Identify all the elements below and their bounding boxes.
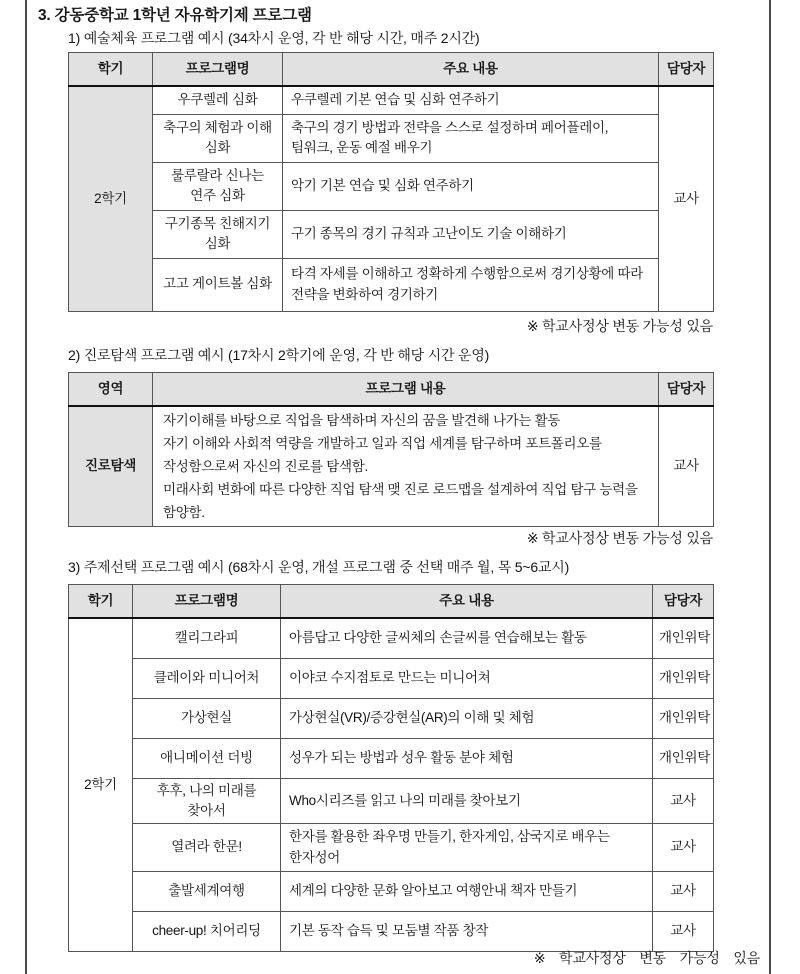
program-content-cell: 축구의 경기 방법과 전략을 스스로 설정하며 페어플레이, 팀워크, 운동 예절 배우기 — [283, 114, 659, 162]
semester-merged-cell: 2학기 — [69, 618, 133, 952]
program-name-cell: 캘리그라피 — [133, 618, 281, 658]
career-content-line: 미래사회 변화에 따른 다양한 직업 탐색 맺 진로 로드맵을 설계하여 직업 탐구 능력을 함양함. — [163, 482, 638, 520]
program-content-cell: 성우가 되는 방법과 성우 활동 분야 체험 — [281, 738, 653, 778]
program-name-cell: 열려라 한문! — [133, 824, 281, 872]
staff-cell: 개인위탁 — [653, 618, 714, 658]
program-name-cell: 후후, 나의 미래를 찾아서 — [133, 778, 281, 824]
program-content-cell: 악기 기본 연습 및 심화 연주하기 — [283, 162, 659, 210]
staff-cell: 개인위탁 — [653, 658, 714, 698]
staff-cell: 교사 — [659, 406, 714, 527]
change-possibility-note-2: ※ 학교사정상 변동 가능성 있음 — [526, 530, 713, 546]
program-name-cell: 축구의 체험과 이해 심화 — [153, 114, 283, 162]
table1-header-row — [69, 53, 714, 87]
program-content-cell: 아름답고 다양한 글씨체의 손글씨를 연습해보는 활동 — [281, 618, 653, 658]
program-content-cell: 기본 동작 습득 및 모둠별 작품 창작 — [281, 912, 653, 952]
table-row — [69, 698, 714, 738]
staff-cell: 교사 — [653, 872, 714, 912]
table-row — [69, 738, 714, 778]
career-exploration-table — [68, 372, 714, 527]
career-content-line: 자기이해를 바탕으로 직업을 탐색하며 자신의 꿈을 발견해 나가는 활동 — [163, 413, 561, 428]
program-content-cell: 구기 종목의 경기 규칙과 고난이도 기술 이해하기 — [283, 210, 659, 258]
program-name-cell: cheer-up! 치어리딩 — [133, 912, 281, 952]
table-row — [69, 258, 714, 311]
staff-cell: 개인위탁 — [653, 698, 714, 738]
program-content-cell: 이야코 수지점토로 만드는 미니어쳐 — [281, 658, 653, 698]
col-header-staff: 담당자 — [653, 585, 714, 619]
program-content-cell: 우쿠렐레 기본 연습 및 심화 연주하기 — [283, 86, 659, 114]
theme-selection-table — [68, 584, 714, 952]
col-header-semester: 학기 — [69, 53, 153, 87]
col-header-main-content: 주요 내용 — [281, 585, 653, 619]
art-pe-program-table — [68, 52, 714, 312]
col-header-staff: 담당자 — [659, 53, 714, 87]
semester-merged-cell: 2학기 — [69, 86, 153, 311]
page-scan-border-left — [25, 0, 27, 974]
program-name-cell: 가상현실 — [133, 698, 281, 738]
career-content-line: 자기 이해와 사회적 역량을 개발하고 일과 직업 세계를 탐구하며 포트폴리오를 작성함으로써 자신의 진로를 탐색함. — [163, 436, 602, 474]
change-possibility-note-1: ※ 학교사정상 변동 가능성 있음 — [526, 318, 713, 334]
program-name-cell: 우쿠렐레 심화 — [153, 86, 283, 114]
col-header-area: 영역 — [69, 373, 153, 407]
staff-cell: 개인위탁 — [653, 738, 714, 778]
section1-heading: 1) 예술체육 프로그램 예시 (34차시 운영, 각 반 해당 시간, 매주 2시간) — [68, 30, 480, 46]
area-cell: 진로탐색 — [69, 406, 153, 527]
col-header-main-content: 주요 내용 — [283, 53, 659, 87]
program-name-cell: 룰루랄라 신나는 연주 심화 — [153, 162, 283, 210]
program-content-cell: 세계의 다양한 문화 알아보고 여행안내 책자 만들기 — [281, 872, 653, 912]
table-row — [69, 210, 714, 258]
table-row — [69, 778, 714, 824]
table-row — [69, 162, 714, 210]
col-header-staff: 담당자 — [659, 373, 714, 407]
change-possibility-note-3: ※ 학교사정상 변동 가능성 있음 — [533, 950, 760, 966]
table-row — [69, 658, 714, 698]
program-name-cell: 출발세계여행 — [133, 872, 281, 912]
col-header-program-content: 프로그램 내용 — [153, 373, 659, 407]
table2-header-row — [69, 373, 714, 407]
col-header-program-name: 프로그램명 — [153, 53, 283, 87]
section2-heading: 2) 진로탐색 프로그램 예시 (17차시 2학기에 운영, 각 반 해당 시간 운영) — [68, 347, 490, 363]
staff-merged-cell: 교사 — [659, 86, 714, 311]
table-row — [69, 872, 714, 912]
career-content-cell — [153, 406, 659, 527]
program-name-cell: 클레이와 미니어처 — [133, 658, 281, 698]
program-content-cell: 한자를 활용한 좌우명 만들기, 한자게임, 삼국지로 배우는 한자성어 — [281, 824, 653, 872]
staff-cell: 교사 — [653, 778, 714, 824]
table-row — [69, 114, 714, 162]
program-name-cell: 애니메이션 더빙 — [133, 738, 281, 778]
table-row — [69, 912, 714, 952]
table3-header-row — [69, 585, 714, 619]
table-row — [69, 406, 714, 527]
col-header-program-name: 프로그램명 — [133, 585, 281, 619]
page-scan-border-right — [769, 0, 771, 974]
program-content-cell: 가상현실(VR)/증강현실(AR)의 이해 및 체험 — [281, 698, 653, 738]
col-header-semester: 학기 — [69, 585, 133, 619]
table-row — [69, 86, 714, 114]
section3-heading: 3) 주제선택 프로그램 예시 (68차시 운영, 개설 프로그램 중 선택 매주 월, 목 5~6교시) — [68, 559, 570, 575]
staff-cell: 교사 — [653, 912, 714, 952]
staff-cell: 교사 — [653, 824, 714, 872]
table-row — [69, 618, 714, 658]
program-content-cell: 타격 자세를 이해하고 정확하게 수행함으로써 경기상황에 따라 전략을 변화하여 경기하기 — [283, 258, 659, 311]
document-title: 3. 강동중학교 1학년 자유학기제 프로그램 — [38, 7, 312, 24]
program-name-cell: 구기종목 친해지기 심화 — [153, 210, 283, 258]
table-row — [69, 824, 714, 872]
program-content-cell: Who시리즈를 읽고 나의 미래를 찾아보기 — [281, 778, 653, 824]
program-name-cell: 고고 게이트볼 심화 — [153, 258, 283, 311]
